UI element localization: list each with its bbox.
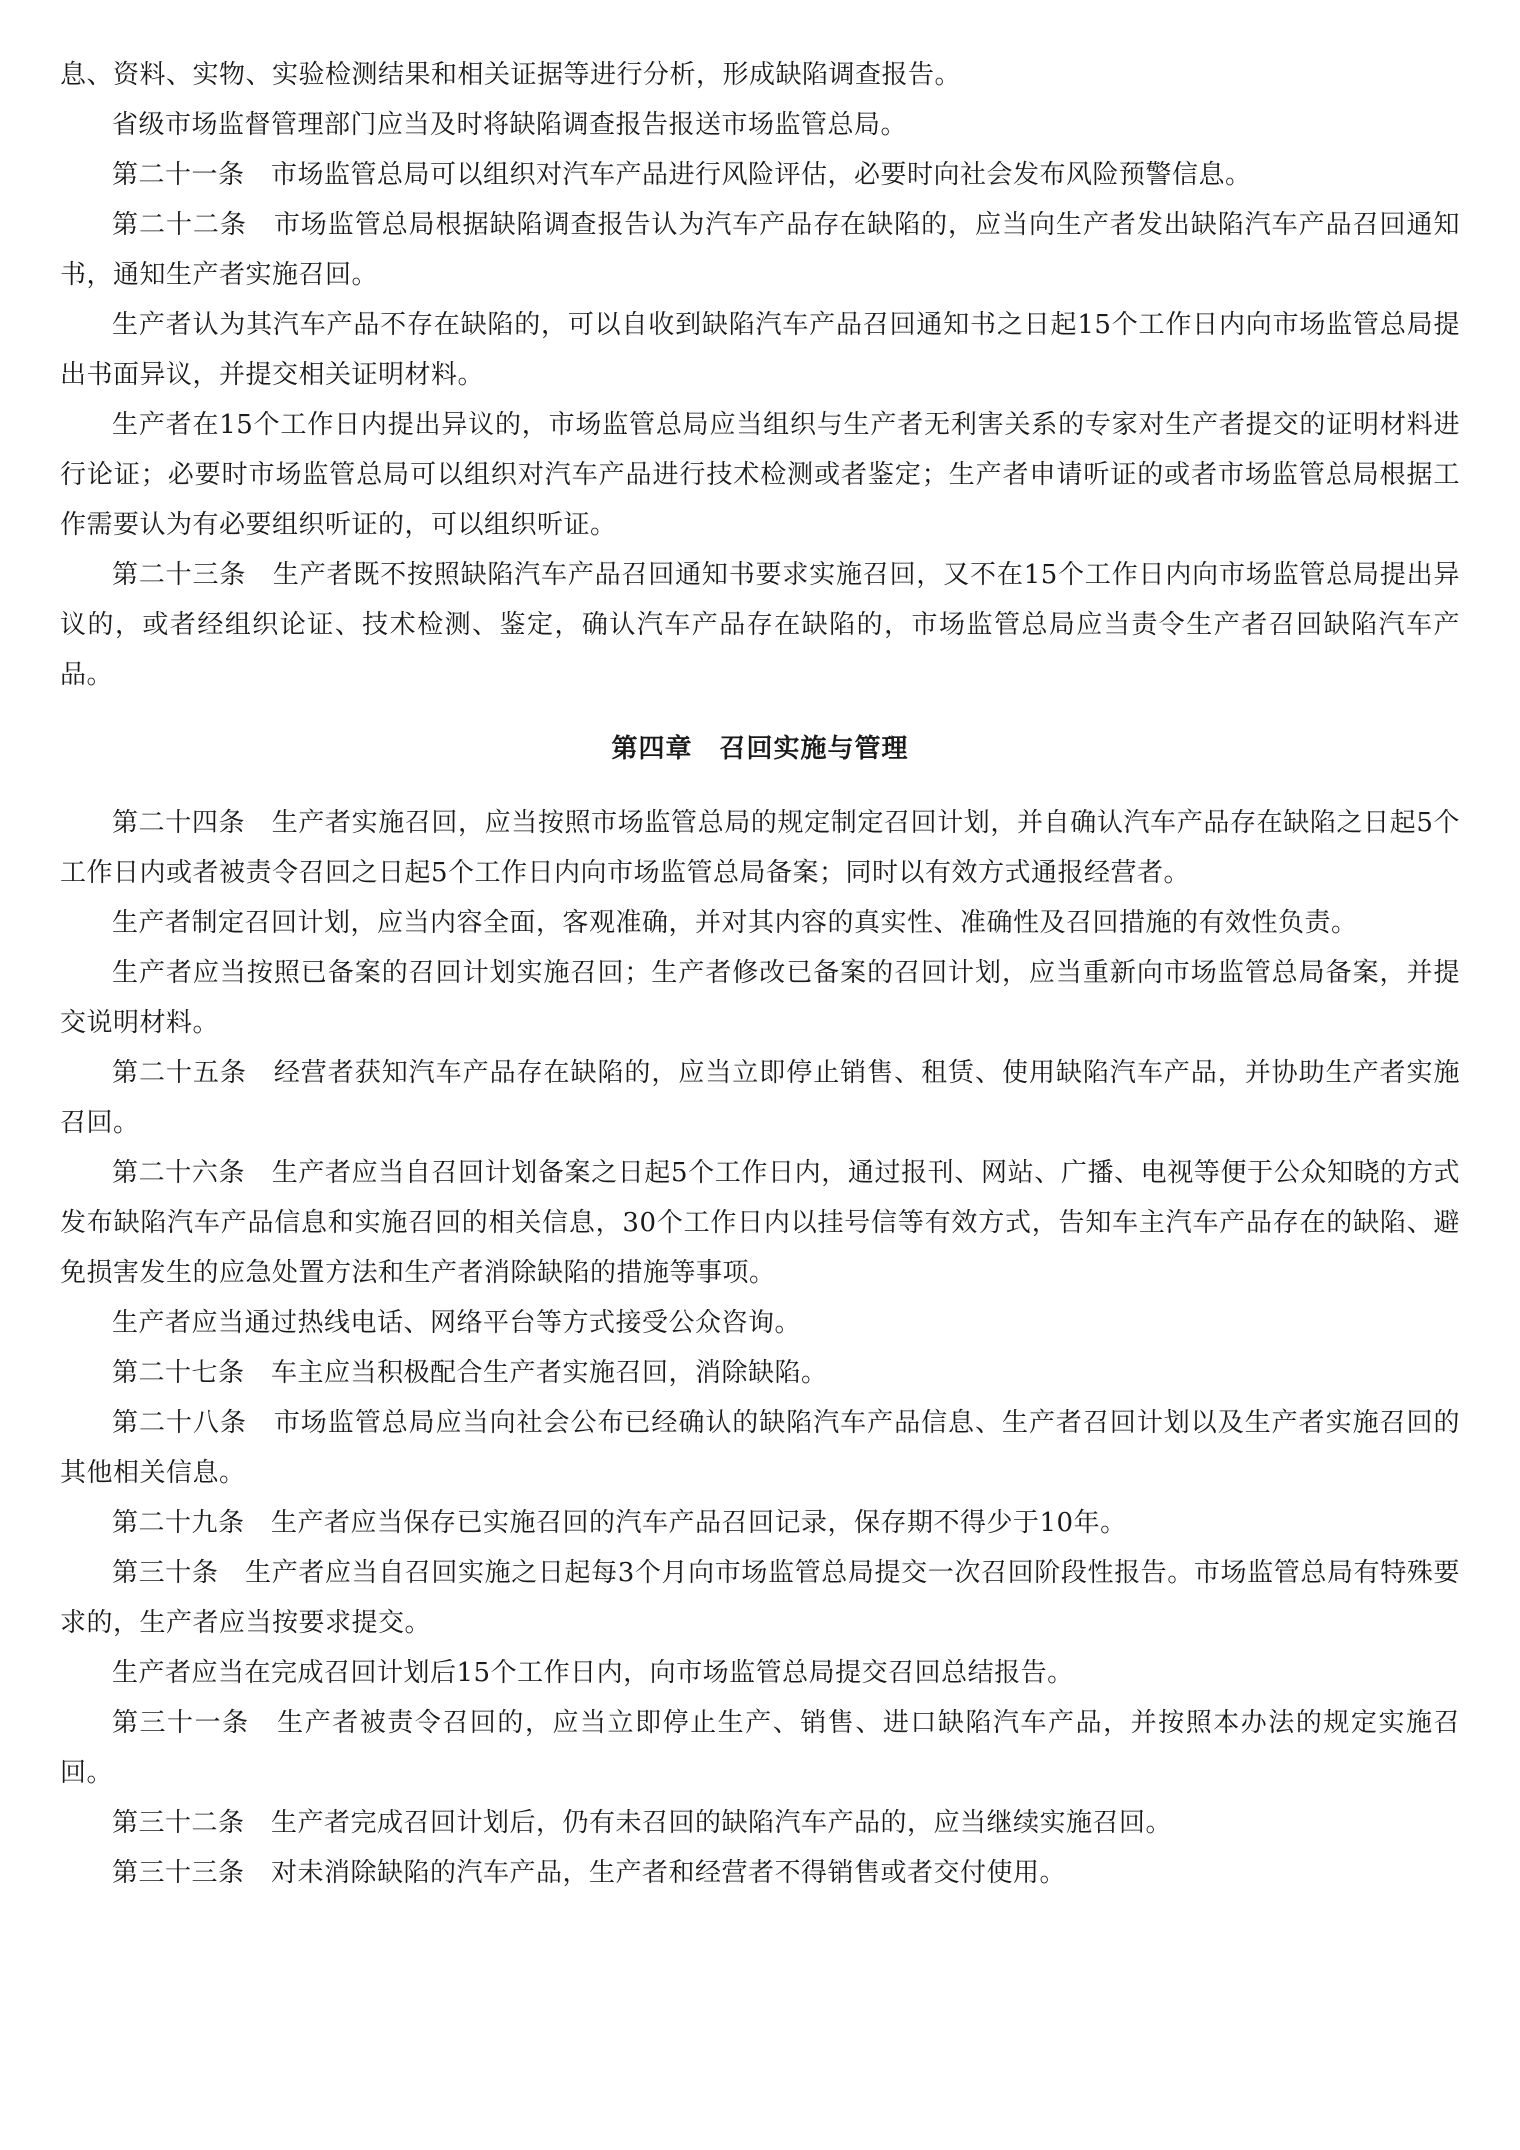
article-29: 第二十九条 生产者应当保存已实施召回的汽车产品召回记录，保存期不得少于10年。 <box>112 1508 1127 1538</box>
paragraph: 生产者制定召回计划，应当内容全面，客观准确，并对其内容的真实性、准确性及召回措施的有效性负责。 <box>112 908 1358 938</box>
article-26: 第二十六条 生产者应当自召回计划备案之日起5个工作日内，通过报刊、网站、广播、电视等便于公众知晓的方式发布缺陷汽车产品信息和实施召回的相关信息，30个工作日内以挂号信等有效方式，告知车主汽车产品存在的缺陷、避免损害发生的应急处置方法和生产者消除缺陷的措施等事项。 <box>60 1158 1460 1288</box>
article-33: 第三十三条 对未消除缺陷的汽车产品，生产者和经营者不得销售或者交付使用。 <box>112 1858 1067 1888</box>
article-28: 第二十八条 市场监管总局应当向社会公布已经确认的缺陷汽车产品信息、生产者召回计划以及生产者实施召回的其他相关信息。 <box>60 1408 1460 1488</box>
article-22: 第二十二条 市场监管总局根据缺陷调查报告认为汽车产品存在缺陷的，应当向生产者发出缺陷汽车产品召回通知书，通知生产者实施召回。 <box>60 210 1460 290</box>
paragraph: 省级市场监督管理部门应当及时将缺陷调查报告报送市场监管总局。 <box>112 110 908 140</box>
paragraph-continuation: 息、资料、实物、实验检测结果和相关证据等进行分析，形成缺陷调查报告。 <box>60 60 962 90</box>
article-23: 第二十三条 生产者既不按照缺陷汽车产品召回通知书要求实施召回，又不在15个工作日内向市场监管总局提出异议的，或者经组织论证、技术检测、鉴定，确认汽车产品存在缺陷的，市场监管总局应当责令生产者召回缺陷汽车产品。 <box>60 560 1460 690</box>
article-31: 第三十一条 生产者被责令召回的，应当立即停止生产、销售、进口缺陷汽车产品，并按照本办法的规定实施召回。 <box>60 1708 1460 1788</box>
article-25: 第二十五条 经营者获知汽车产品存在缺陷的，应当立即停止销售、租赁、使用缺陷汽车产品，并协助生产者实施召回。 <box>60 1058 1460 1138</box>
paragraph: 生产者在15个工作日内提出异议的，市场监管总局应当组织与生产者无利害关系的专家对生产者提交的证明材料进行论证；必要时市场监管总局可以组织对汽车产品进行技术检测或者鉴定；生产者申请听证的或者市场监管总局根据工作需要认为有必要组织听证的，可以组织听证。 <box>60 410 1460 540</box>
article-21: 第二十一条 市场监管总局可以组织对汽车产品进行风险评估，必要时向社会发布风险预警信息。 <box>112 160 1252 190</box>
article-24: 第二十四条 生产者实施召回，应当按照市场监管总局的规定制定召回计划，并自确认汽车产品存在缺陷之日起5个工作日内或者被责令召回之日起5个工作日内向市场监管总局备案；同时以有效方式通报经营者。 <box>60 808 1460 888</box>
article-30: 第三十条 生产者应当自召回实施之日起每3个月向市场监管总局提交一次召回阶段性报告。市场监管总局有特殊要求的，生产者应当按要求提交。 <box>60 1558 1460 1638</box>
chapter-title: 第四章 召回实施与管理 <box>611 734 909 764</box>
article-27: 第二十七条 车主应当积极配合生产者实施召回，消除缺陷。 <box>112 1358 828 1388</box>
paragraph: 生产者应当按照已备案的召回计划实施召回；生产者修改已备案的召回计划，应当重新向市场监管总局备案，并提交说明材料。 <box>60 958 1460 1038</box>
paragraph: 生产者认为其汽车产品不存在缺陷的，可以自收到缺陷汽车产品召回通知书之日起15个工作日内向市场监管总局提出书面异议，并提交相关证明材料。 <box>60 310 1460 390</box>
article-32: 第三十二条 生产者完成召回计划后，仍有未召回的缺陷汽车产品的，应当继续实施召回。 <box>112 1808 1173 1838</box>
paragraph: 生产者应当通过热线电话、网络平台等方式接受公众咨询。 <box>112 1308 802 1338</box>
paragraph: 生产者应当在完成召回计划后15个工作日内，向市场监管总局提交召回总结报告。 <box>112 1658 1074 1688</box>
